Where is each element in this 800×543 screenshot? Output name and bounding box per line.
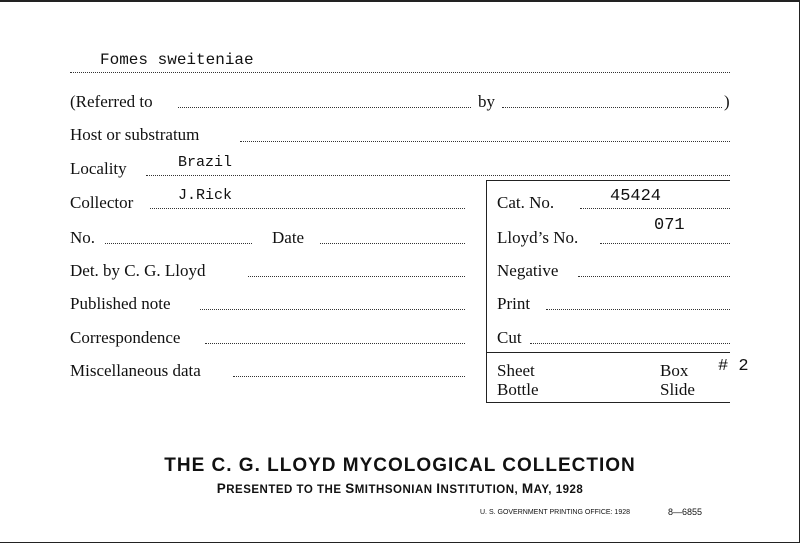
by-line xyxy=(502,107,722,108)
subtitle-cap-m: M xyxy=(521,481,534,496)
card-top-edge xyxy=(0,0,800,2)
right-box-top-border xyxy=(486,180,730,181)
det-line xyxy=(248,276,465,277)
species-line xyxy=(70,72,730,73)
no-line xyxy=(105,243,252,244)
subtitle-part-2: RESENTED TO THE xyxy=(226,484,346,496)
lloyds-line xyxy=(600,243,730,244)
locality-label: Locality xyxy=(70,159,127,178)
print-label: Print xyxy=(497,294,531,313)
subtitle-cap-p: P xyxy=(216,481,227,496)
locality-value: Brazil xyxy=(178,154,233,171)
collector-label: Collector xyxy=(70,193,134,212)
locality-line xyxy=(146,175,730,176)
subtitle-cap-i: I xyxy=(436,481,441,496)
subtitle-part-6: NSTITUTION, xyxy=(440,484,522,496)
host-line xyxy=(240,141,730,142)
cat-line xyxy=(580,208,730,209)
right-box-left-border xyxy=(486,180,487,402)
cat-value: 45424 xyxy=(610,187,662,206)
cat-label: Cat. No. xyxy=(497,193,555,212)
slide-label: Slide xyxy=(660,380,695,399)
no-label: No. xyxy=(70,228,96,247)
lloyds-value: 071 xyxy=(654,216,685,235)
published-line xyxy=(200,309,465,310)
correspondence-label: Correspondence xyxy=(70,328,181,347)
misc-line xyxy=(233,376,465,377)
subtitle-part-4: MITHSONIAN xyxy=(354,484,437,496)
printer-imprint: U. S. GOVERNMENT PRINTING OFFICE: 1928 xyxy=(480,509,631,516)
referred-line xyxy=(178,107,471,108)
subtitle-cap-s: S xyxy=(345,481,355,496)
bottle-label: Bottle xyxy=(497,380,539,399)
sheet-label: Sheet xyxy=(497,361,535,380)
close-paren: ) xyxy=(724,92,730,111)
host-label: Host or substratum xyxy=(70,125,200,144)
right-box-bottom-border xyxy=(486,402,730,403)
cut-label: Cut xyxy=(497,328,522,347)
lloyds-label: Lloyd’s No. xyxy=(497,228,579,247)
referred-label: (Referred to xyxy=(70,92,153,111)
by-label: by xyxy=(478,92,495,111)
misc-label: Miscellaneous data xyxy=(70,361,201,380)
published-label: Published note xyxy=(70,294,171,313)
cut-line xyxy=(530,343,730,344)
collector-line xyxy=(150,208,465,209)
box-label: Box xyxy=(660,361,689,380)
form-number: 8—6855 xyxy=(668,507,703,517)
date-line xyxy=(320,243,465,244)
species-name: Fomes sweiteniae xyxy=(100,51,254,69)
subtitle-part-8: AY, 1928 xyxy=(533,484,584,496)
print-line xyxy=(546,309,730,310)
collection-title: THE C. G. LLOYD MYCOLOGICAL COLLECTION xyxy=(164,455,636,476)
negative-line xyxy=(578,276,730,277)
date-label: Date xyxy=(272,228,305,247)
collector-value: J.Rick xyxy=(178,187,233,204)
negative-label: Negative xyxy=(497,261,559,280)
det-label: Det. by C. G. Lloyd xyxy=(70,261,206,280)
right-box-divider xyxy=(486,352,730,353)
box-value: # 2 xyxy=(718,357,749,376)
collection-subtitle xyxy=(0,481,800,496)
correspondence-line xyxy=(205,343,465,344)
